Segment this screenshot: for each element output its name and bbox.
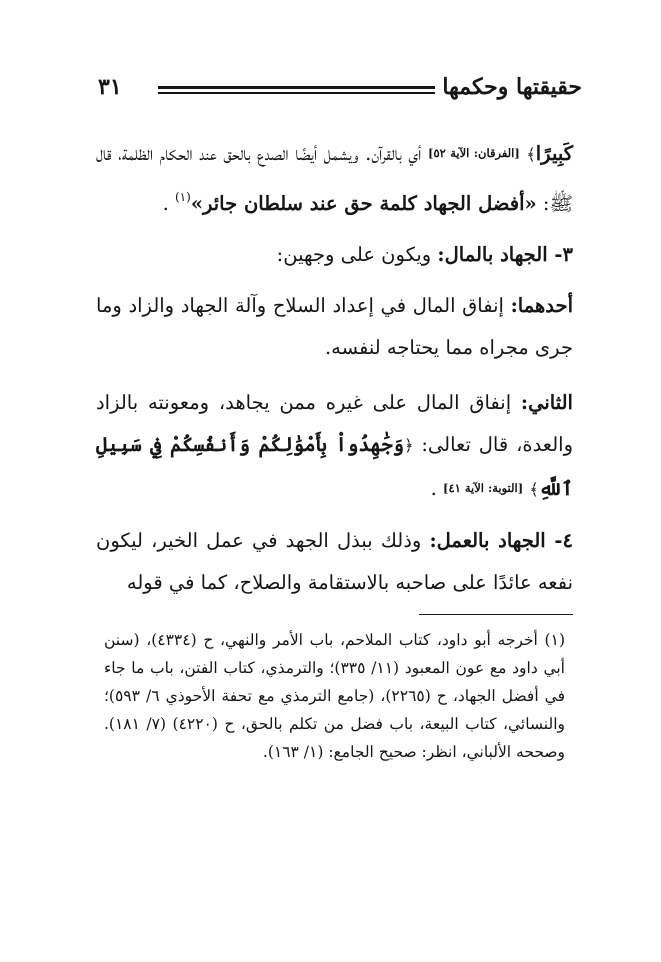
header-rule-thin: [158, 92, 435, 94]
footnote-separator: [419, 614, 573, 615]
second-way: [96, 382, 573, 511]
verse-close-ornament: ﴾: [529, 480, 539, 499]
section-4: [96, 520, 573, 604]
quran-reference: [التوبة: الآية ٤١]: [443, 481, 524, 495]
header-rule: [158, 86, 435, 89]
footnote-text: (١) أخرجه أبو داود، كتاب الملاحم، باب الأمر والنهي، ح (٤٣٣٤)، (سنن أبي داود مع عون المعبود (١١/ ٣٣٥)؛ والترمذي، كتاب الفتن، باب ما جاء في أفضل الجهاد، ح (٢٢٦٥)، (جامع الترمذي مع تحفة الأحوذي ٦/ ٥٩٣)؛ والنسائي، كتاب البيعة، باب فضل من تكلم بالحق، ح (٤٢٢٠) (٧/ ١٨١). وصححه الألباني، انظر: صحيح الجامع: (١/ ١٦٣).: [104, 631, 565, 761]
first-way-label: أحدهما:: [510, 294, 573, 317]
verse-end-word: كَبِيرًا: [535, 142, 573, 165]
page-number: ٣١: [98, 74, 122, 100]
sentence-end: .: [162, 192, 169, 215]
second-way-text: إنفاق المال على غيره ممن يجاهد، ومعونته بالزاد والعدة، قال تعالى:: [96, 391, 573, 456]
quran-reference: [الفرقان: الآية ٥٢]: [428, 146, 520, 160]
first-way-text: إنفاق المال في إعداد السلاح وآلة الجهاد والزاد وما جرى مجراه مما يحتاجه لنفسه.: [96, 294, 573, 359]
section-3-text: ويكون على وجهين:: [276, 243, 432, 266]
page-header: [98, 74, 582, 106]
section-3: [96, 234, 573, 276]
section-4-text: وذلك ببذل الجهد في عمل الخير، ليكون نفعه عائدًا على صاحبه بالاستقامة والصلاح، كما في قوله: [96, 529, 573, 594]
main-text: [96, 132, 573, 604]
footnote-marker: (١): [174, 190, 191, 204]
verse-open-ornament: ﴿: [404, 436, 414, 455]
paragraph-text: أي بالقرآن. ويشمل أيضًا الصدع بالحق عند الحكام الظلمة، قال ﷺ:: [96, 142, 573, 215]
second-way-label: الثاني:: [520, 391, 573, 414]
hadith-quote: «أفضل الجهاد كلمة حق عند سلطان جائر»: [190, 192, 537, 215]
footnote: [104, 626, 565, 766]
paragraph-continuation: [96, 132, 573, 225]
chapter-title: حقيقتها وحكمها: [442, 74, 582, 100]
section-4-heading: ٤- الجهاد بالعمل:: [429, 529, 573, 552]
section-3-heading: ٣- الجهاد بالمال:: [437, 243, 573, 266]
first-way: [96, 285, 573, 369]
quran-verse: وَجَٰهِدُواْ بِأَمْوَٰلِكُمْ وَأَنفُسِكُمْ فِي سَبِيلِ ٱللَّهِ: [96, 433, 573, 500]
verse-close-ornament: ﴾: [526, 145, 536, 164]
sentence-end: .: [430, 477, 437, 500]
